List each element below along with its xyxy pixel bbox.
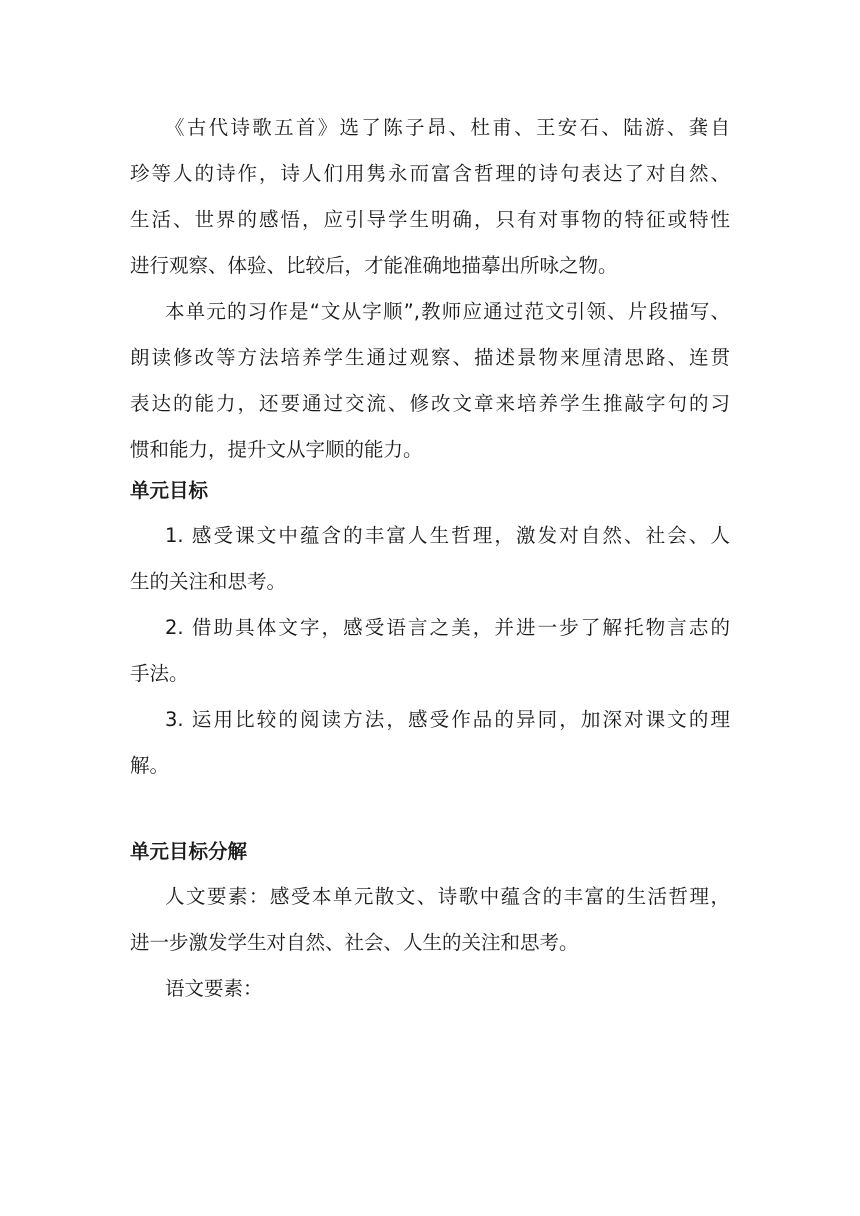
paragraph-line: 珍等人的诗作，诗人们用隽永而富含哲理的诗句表达了对自然、 xyxy=(130,162,730,185)
paragraph-line: 惯和能力，提升文从字顺的能力。 xyxy=(130,438,423,461)
paragraph-line: 进行观察、体验、比较后，才能准确地描摹出所咏之物。 xyxy=(130,254,618,277)
paragraph-line: 生活、世界的感悟，应引导学生明确，只有对事物的特征或特性 xyxy=(130,208,730,231)
humanities-element-line: 进一步激发学生对自然、社会、人生的关注和思考。 xyxy=(130,931,579,954)
section-heading-unit-goals: 单元目标 xyxy=(130,479,209,502)
goal-item: 3. 运用比较的阅读方法，感受作品的异同，加深对课文的理 xyxy=(165,708,730,731)
paragraph-line: 本单元的习作是“文从字顺”,教师应通过范文引领、片段描写、 xyxy=(165,300,730,323)
humanities-element-line: 人文要素：感受本单元散文、诗歌中蕴含的丰富的生活哲理， xyxy=(165,885,730,908)
goal-item-continuation: 解。 xyxy=(130,754,170,777)
goal-item: 1. 感受课文中蕴含的丰富人生哲理，激发对自然、社会、人 xyxy=(165,524,730,547)
paragraph-line: 《古代诗歌五首》选了陈子昂、杜甫、王安石、陆游、龚自 xyxy=(165,116,730,139)
section-heading-goal-breakdown: 单元目标分解 xyxy=(130,840,248,863)
language-element-label: 语文要素： xyxy=(165,977,263,1000)
paragraph-line: 表达的能力，还要通过交流、修改文章来培养学生推敲字句的习 xyxy=(130,392,730,415)
paragraph-line: 朗读修改等方法培养学生通过观察、描述景物来厘清思路、连贯 xyxy=(130,346,730,369)
goal-item: 2. 借助具体文字，感受语言之美，并进一步了解托物言志的 xyxy=(165,616,730,639)
goal-item-continuation: 手法。 xyxy=(130,662,189,685)
goal-item-continuation: 生的关注和思考。 xyxy=(130,570,287,593)
